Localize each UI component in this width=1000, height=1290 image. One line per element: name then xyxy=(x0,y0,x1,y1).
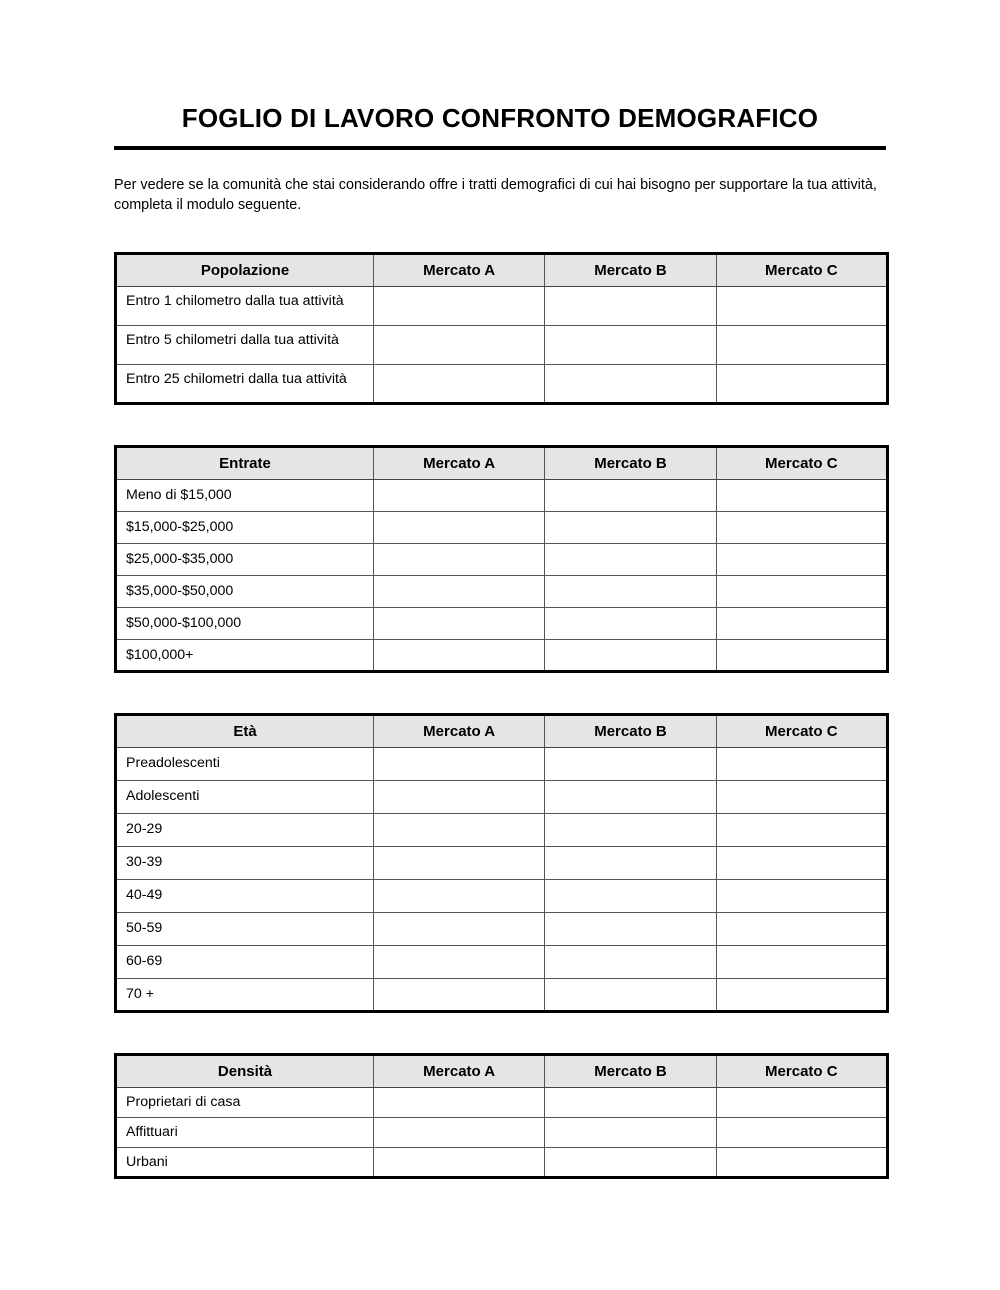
table-row xyxy=(116,780,888,813)
table-row xyxy=(116,575,888,607)
entry-cell-market-c[interactable] xyxy=(716,607,887,639)
row-label: $100,000+ xyxy=(116,639,374,671)
row-label: $25,000-$35,000 xyxy=(116,543,374,575)
entry-cell-market-b[interactable] xyxy=(545,607,716,639)
tables-container xyxy=(114,252,886,1179)
table-row xyxy=(116,1117,888,1147)
table-row xyxy=(116,479,888,511)
column-header-market-b: Mercato B xyxy=(545,446,716,479)
entry-cell-market-b[interactable] xyxy=(545,286,716,325)
entry-cell-market-c[interactable] xyxy=(716,364,887,403)
entry-cell-market-a[interactable] xyxy=(374,879,545,912)
entry-cell-market-c[interactable] xyxy=(716,912,887,945)
column-header-market-b: Mercato B xyxy=(545,253,716,286)
table-section-popolazione xyxy=(114,252,886,405)
entry-cell-market-b[interactable] xyxy=(545,747,716,780)
column-header-market-a: Mercato A xyxy=(374,446,545,479)
column-header-market-b: Mercato B xyxy=(545,1054,716,1087)
row-label: 20-29 xyxy=(116,813,374,846)
column-header-category: Popolazione xyxy=(116,253,374,286)
entry-cell-market-b[interactable] xyxy=(545,364,716,403)
entry-cell-market-c[interactable] xyxy=(716,511,887,543)
table-row xyxy=(116,747,888,780)
page-title: FOGLIO DI LAVORO CONFRONTO DEMOGRAFICO xyxy=(181,103,819,133)
column-header-category: Densità xyxy=(116,1054,374,1087)
column-header-category: Entrate xyxy=(116,446,374,479)
table-row xyxy=(116,639,888,671)
row-label: Adolescenti xyxy=(116,780,374,813)
row-label: Urbani xyxy=(116,1147,374,1177)
column-header-market-b: Mercato B xyxy=(545,714,716,747)
entry-cell-market-b[interactable] xyxy=(545,1147,716,1177)
entry-cell-market-a[interactable] xyxy=(374,364,545,403)
table-header-row xyxy=(116,1054,888,1087)
entry-cell-market-c[interactable] xyxy=(716,543,887,575)
entry-cell-market-a[interactable] xyxy=(374,575,545,607)
entry-cell-market-c[interactable] xyxy=(716,747,887,780)
entry-cell-market-a[interactable] xyxy=(374,607,545,639)
entry-cell-market-c[interactable] xyxy=(716,945,887,978)
entry-cell-market-c[interactable] xyxy=(716,325,887,364)
row-label: Preadolescenti xyxy=(116,747,374,780)
table-row xyxy=(116,912,888,945)
entry-cell-market-a[interactable] xyxy=(374,1147,545,1177)
entry-cell-market-a[interactable] xyxy=(374,325,545,364)
row-label: Entro 1 chilometro dalla tua attività xyxy=(116,286,374,325)
entry-cell-market-b[interactable] xyxy=(545,813,716,846)
entry-cell-market-b[interactable] xyxy=(545,543,716,575)
table-row xyxy=(116,1147,888,1177)
entry-cell-market-c[interactable] xyxy=(716,780,887,813)
entry-cell-market-a[interactable] xyxy=(374,747,545,780)
entry-cell-market-b[interactable] xyxy=(545,780,716,813)
table-row xyxy=(116,607,888,639)
table-row xyxy=(116,978,888,1011)
row-label: Entro 25 chilometri dalla tua attività xyxy=(116,364,374,403)
table-row xyxy=(116,846,888,879)
entry-cell-market-a[interactable] xyxy=(374,978,545,1011)
table-section-eta xyxy=(114,713,886,1013)
row-label: Entro 5 chilometri dalla tua attività xyxy=(116,325,374,364)
row-label: Meno di $15,000 xyxy=(116,479,374,511)
table-section-entrate xyxy=(114,445,886,673)
entry-cell-market-a[interactable] xyxy=(374,813,545,846)
table-header-row xyxy=(116,714,888,747)
entry-cell-market-a[interactable] xyxy=(374,912,545,945)
entry-cell-market-b[interactable] xyxy=(545,479,716,511)
entry-cell-market-c[interactable] xyxy=(716,1087,887,1117)
entry-cell-market-a[interactable] xyxy=(374,511,545,543)
row-label: Proprietari di casa xyxy=(116,1087,374,1117)
entry-cell-market-b[interactable] xyxy=(545,325,716,364)
column-header-market-c: Mercato C xyxy=(716,253,887,286)
entry-cell-market-c[interactable] xyxy=(716,846,887,879)
table-row xyxy=(116,813,888,846)
table-row xyxy=(116,364,888,403)
table-header-row xyxy=(116,446,888,479)
row-label: 40-49 xyxy=(116,879,374,912)
entry-cell-market-c[interactable] xyxy=(716,1117,887,1147)
row-label: 70 + xyxy=(116,978,374,1011)
table-section-densita xyxy=(114,1053,886,1179)
entry-cell-market-b[interactable] xyxy=(545,1117,716,1147)
row-label: 50-59 xyxy=(116,912,374,945)
entry-cell-market-c[interactable] xyxy=(716,575,887,607)
table-row xyxy=(116,325,888,364)
table-row xyxy=(116,879,888,912)
entry-cell-market-a[interactable] xyxy=(374,479,545,511)
entry-cell-market-b[interactable] xyxy=(545,575,716,607)
table-header-row xyxy=(116,253,888,286)
table-row xyxy=(116,511,888,543)
entry-cell-market-b[interactable] xyxy=(545,945,716,978)
entry-cell-market-c[interactable] xyxy=(716,1147,887,1177)
entry-cell-market-b[interactable] xyxy=(545,1087,716,1117)
entry-cell-market-c[interactable] xyxy=(716,639,887,671)
table-row xyxy=(116,1087,888,1117)
entry-cell-market-a[interactable] xyxy=(374,1117,545,1147)
entry-cell-market-c[interactable] xyxy=(716,813,887,846)
entry-cell-market-a[interactable] xyxy=(374,286,545,325)
entry-cell-market-a[interactable] xyxy=(374,780,545,813)
table-row xyxy=(116,543,888,575)
entry-cell-market-b[interactable] xyxy=(545,879,716,912)
table-row xyxy=(116,286,888,325)
table-entrate xyxy=(114,445,889,673)
intro-paragraph: Per vedere se la comunità che stai considerando offre i tratti demografici di cui hai bisogno per supportare la tua attività, completa il modulo seguente. xyxy=(114,176,877,214)
table-row xyxy=(116,945,888,978)
row-label: $35,000-$50,000 xyxy=(116,575,374,607)
row-label: $15,000-$25,000 xyxy=(116,511,374,543)
entry-cell-market-a[interactable] xyxy=(374,846,545,879)
entry-cell-market-c[interactable] xyxy=(716,286,887,325)
column-header-market-c: Mercato C xyxy=(716,1054,887,1087)
row-label: $50,000-$100,000 xyxy=(116,607,374,639)
column-header-category: Età xyxy=(116,714,374,747)
entry-cell-market-c[interactable] xyxy=(716,879,887,912)
row-label: 60-69 xyxy=(116,945,374,978)
entry-cell-market-a[interactable] xyxy=(374,945,545,978)
entry-cell-market-b[interactable] xyxy=(545,978,716,1011)
entry-cell-market-a[interactable] xyxy=(374,543,545,575)
column-header-market-c: Mercato C xyxy=(716,446,887,479)
entry-cell-market-a[interactable] xyxy=(374,639,545,671)
column-header-market-c: Mercato C xyxy=(716,714,887,747)
entry-cell-market-c[interactable] xyxy=(716,978,887,1011)
entry-cell-market-b[interactable] xyxy=(545,511,716,543)
table-popolazione xyxy=(114,252,889,405)
entry-cell-market-a[interactable] xyxy=(374,1087,545,1117)
column-header-market-a: Mercato A xyxy=(374,253,545,286)
table-densita xyxy=(114,1053,889,1179)
entry-cell-market-b[interactable] xyxy=(545,846,716,879)
column-header-market-a: Mercato A xyxy=(374,1054,545,1087)
entry-cell-market-b[interactable] xyxy=(545,912,716,945)
entry-cell-market-c[interactable] xyxy=(716,479,887,511)
entry-cell-market-b[interactable] xyxy=(545,639,716,671)
row-label: Affittuari xyxy=(116,1117,374,1147)
column-header-market-a: Mercato A xyxy=(374,714,545,747)
row-label: 30-39 xyxy=(116,846,374,879)
page-content xyxy=(114,0,886,1179)
table-eta xyxy=(114,713,889,1013)
